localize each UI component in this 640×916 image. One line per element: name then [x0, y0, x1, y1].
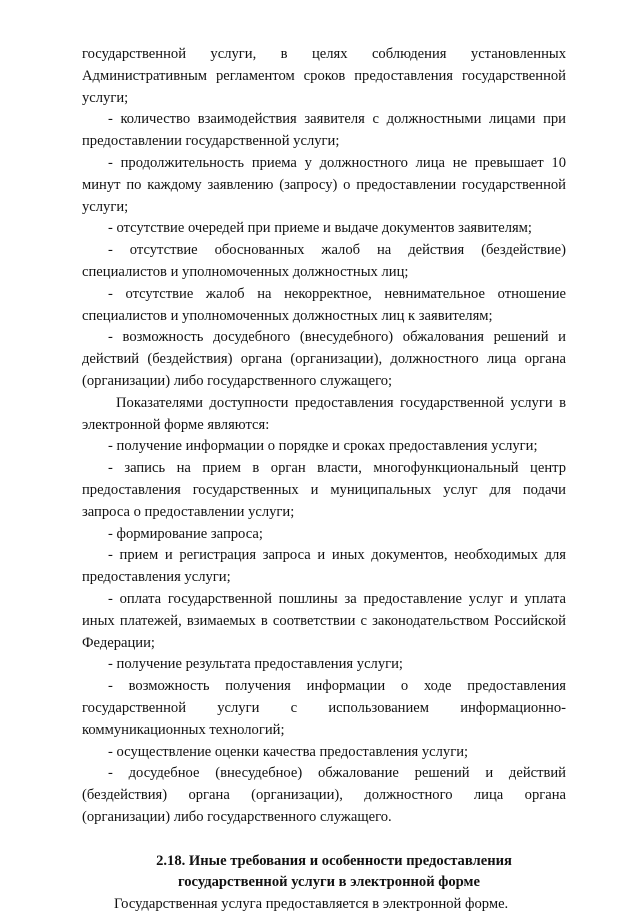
list-item: - запись на прием в орган власти, многофункциональный центр предоставления государственных и муниципальных услуг для подачи запроса о предоставлении услуги; — [82, 460, 566, 520]
list-item: - отсутствие очередей при приеме и выдаче документов заявителям; — [108, 220, 532, 237]
paragraph-accessibility-intro: Показателями доступности предоставления государственной услуги в электронной форме являются: — [82, 394, 566, 433]
list-item: - досудебное (внесудебное) обжалование решений и действий (бездействия) органа (организации), должностного лица органа (организации) либо государственного служащего. — [82, 765, 566, 825]
section-heading-line1: 2.18. Иные требования и особенности предоставления — [156, 852, 512, 869]
list-item: - количество взаимодействия заявителя с должностными лицами при предоставлении государственной услуги; — [82, 111, 566, 150]
list-item: - отсутствие обоснованных жалоб на действия (бездействие) специалистов и уполномоченных должностных лиц; — [82, 242, 566, 280]
list-item: - осуществление оценки качества предоставления услуги; — [108, 743, 469, 760]
list-item: - получение результата предоставления услуги; — [108, 656, 403, 673]
section-text: Государственная услуга предоставляется в электронной форме. — [114, 896, 509, 913]
section-heading — [82, 851, 566, 895]
list-item: - отсутствие жалоб на некорректное, невнимательное отношение специалистов и уполномоченных должностных лиц к заявителям; — [82, 285, 566, 324]
list-item: - возможность досудебного (внесудебного) обжалования решений и действий (бездействия) органа (организации), должностного лица органа (организации) либо государственного служащего; — [82, 329, 566, 389]
list-item: - продолжительность приема у должностного лица не превышает 10 минут по каждому заявлению (запросу) о предоставлении государственной услуги; — [82, 154, 566, 215]
section-heading-line2: государственной услуги в электронной форме — [178, 874, 480, 891]
paragraph-continuation: государственной услуги, в целях соблюдения установленных Административным регламентом сроков предоставления государственной услуги; — [82, 46, 566, 106]
list-item: - прием и регистрация запроса и иных документов, необходимых для предоставления услуги; — [82, 547, 566, 586]
list-item: - оплата государственной пошлины за предоставление услуг и уплата иных платежей, взимаемых в соответствии с законодательством Российской Федерации; — [82, 590, 566, 651]
document-page — [82, 44, 566, 916]
list-item: - получение информации о порядке и сроках предоставления услуги; — [108, 438, 538, 455]
section-spacer — [82, 829, 566, 851]
list-item: - формирование запроса; — [108, 525, 263, 542]
list-item: - возможность получения информации о ходе предоставления государственной услуги с использованием информационно-коммуникационных технологий; — [82, 678, 566, 738]
